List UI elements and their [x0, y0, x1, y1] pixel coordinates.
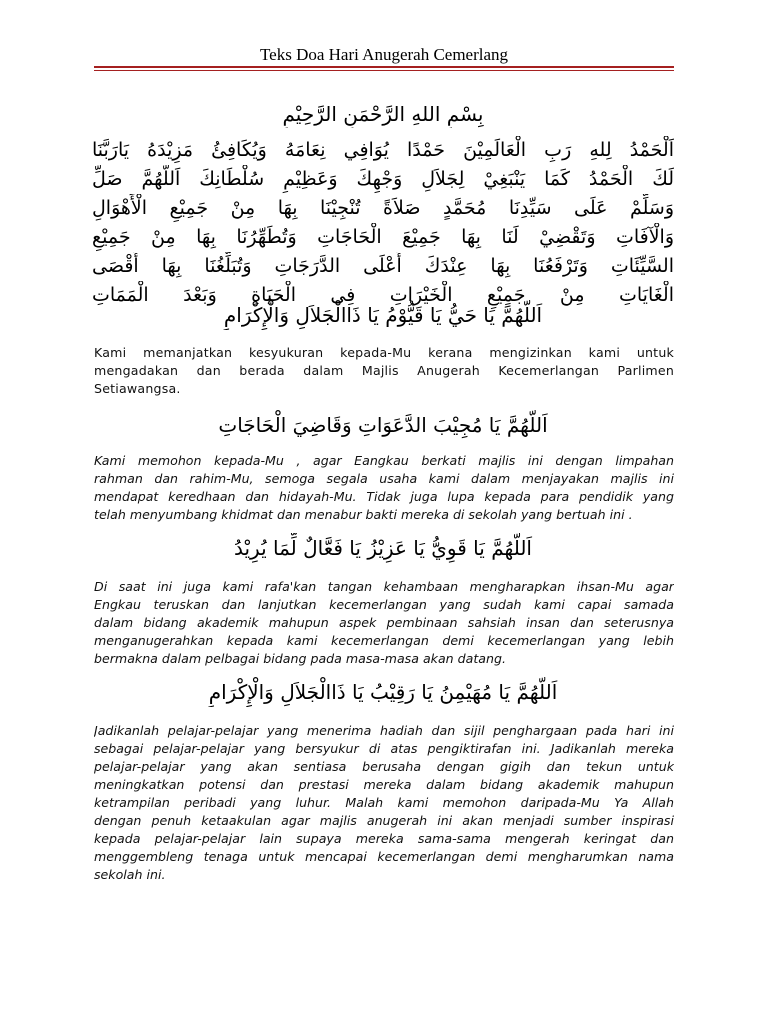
main-prayer-line: الْغَايَاتِ مِنْ جَمِيْعِ الْخَيْرَاتِ فِى الْحَيَاةِ وَبَعْدَ الْمَمَاتِ — [92, 284, 674, 306]
paragraph-line: dengan penuh ketaakulan agar majlis anugerah ini akan menjadi sumber inspirasi — [94, 813, 674, 828]
paragraph-line: Di saat ini juga kami rafa'kan tangan kehambaan mengharapkan ihsan-Mu agar — [94, 579, 674, 594]
paragraph-line: sebagai pelajar-pelajar yang bersyukur di atas pengiktirafan ini. Jadikanlah mereka — [94, 741, 674, 756]
paragraph-line: Kami memanjatkan kesyukuran kepada-Mu kerana mengizinkan kami untuk — [94, 345, 674, 360]
header-rule-top — [94, 66, 674, 68]
paragraph-line: Setiawangsa. — [94, 381, 181, 396]
invocation-heading: اَللَّهُمَّ يَا مُهَيْمِنُ يَا رَقِيْبُ يَا ذَاالْجَلاَلِ وَالْإِكْرَامِ — [208, 680, 558, 704]
paragraph-line: pelajar-pelajar yang akan sentiasa berusaha dengan gigih dan tekun untuk — [94, 759, 674, 774]
paragraph-line: mendapat keredhaan dan hidayah-Mu. Tidak juga lupa kepada para pendidik yang — [94, 489, 674, 504]
paragraph-line: Kami memohon kepada-Mu , agar Eangkau berkati majlis ini dengan limpahan — [94, 453, 674, 468]
invocation-heading: اَللَّهُمَّ يَا مُجِيْبَ الدَّعَوَاتِ وَقَاضِيَ الْحَاجَاتِ — [218, 413, 548, 437]
paragraph-line: rahman dan rahim-Mu, semoga segala usaha kami dalam menjayakan majlis ini — [94, 471, 674, 486]
paragraph-line: kepada pelajar-pelajar lain supaya mereka sama-sama mengerah keringat dan — [94, 831, 674, 846]
paragraph-line: bermakna dalam pelbagai bidang pada masa-masa akan datang. — [94, 651, 507, 666]
paragraph-line: mengadakan dan berada dalam Majlis Anugerah Kecemerlangan Parlimen — [94, 363, 674, 378]
paragraph-line: Jadikanlah pelajar-pelajar yang menerima hadiah dan sijil penghargaan pada hari ini — [94, 723, 674, 738]
paragraph-line: dalam bidang akademik mahupun aspek pembinaan sahsiah insan dan seterusnya — [94, 615, 674, 630]
header-rule-bottom — [94, 70, 674, 71]
paragraph-line: ketrampilan peribadi yang luhur. Malah kami memohon daripada-Mu Ya Allah — [94, 795, 674, 810]
paragraph-line: telah menyumbang khidmat dan menabur bakti mereka di sekolah yang bertuah ini . — [94, 507, 633, 522]
basmalah: بِسْمِ اللهِ الرَّحْمَنِ الرَّحِيْمِ — [282, 102, 484, 126]
paragraph-line: sekolah ini. — [94, 867, 166, 882]
paragraph-line: menganugerahkan kepada kami kecemerlangan demi kecemerlangan yang lebih — [94, 633, 674, 648]
main-prayer-line: وَسَلِّمْ عَلَى سَيِّدِنَا مُحَمَّدٍ صَلاَةً تُنْجِيْنَا بِهَا مِنْ جَمِيْعِ الْأَهْوَالِ — [92, 197, 674, 219]
paragraph-gratitude — [94, 344, 674, 398]
main-prayer-line: وَالْآفَاتِ وَتَقْضِيْ لَنَا بِهَا جَمِيْعَ الْحَاجَاتِ وَتُطَهِّرُنَا بِهَا مِنْ جَمِيْعِ — [92, 226, 674, 248]
paragraph-blessing — [94, 452, 674, 524]
invocation-heading: اَللَّهُمَّ يَا حَيُّ يَا قَيُّوْمُ يَا ذَاالْجَلاَلِ وَالْإِكْرَامِ — [223, 303, 543, 327]
document-title: Teks Doa Hari Anugerah Cemerlang — [259, 45, 509, 64]
invocation-heading: اَللَّهُمَّ يَا قَوِيُّ يَا عَزِيْزُ يَا فَعَّالٌ لِّمَا يُرِيْدُ — [233, 536, 532, 560]
main-prayer-line: السَّيِّئَاتِ وَتَرْفَعُنَا بِهَا عِنْدَكَ أَعْلَى الدَّرَجَاتِ وَتُبَلِّغُنَا بِهَا أَقْصَى — [92, 255, 674, 277]
main-prayer-line: اَلْحَمْدُ لِلهِ رَبِ الْعَالَمِيْنَ حَمْدًا يُوَافِي نِعَامَهُ وَيُكَافِئُ مَزِيْدَهُ يَارَبَّنَا — [92, 139, 674, 161]
paragraph-excellence — [94, 578, 674, 668]
main-prayer — [92, 136, 674, 310]
main-prayer-line: لَكَ الْحَمْدُ كَمَا يَنْبَغِيْ لِجَلاَلِ وَجْهِكَ وَعَظِيْمِ سُلْطَانِكَ اَللَّهُمَّ صَلِّ — [92, 168, 674, 190]
paragraph-students — [94, 722, 674, 884]
paragraph-line: menggembleng tenaga untuk mencapai kecemerlangan demi mengharumkan nama — [94, 849, 674, 864]
paragraph-line: meningkatkan potensi dan prestasi mereka dalam bidang akademik mahupun — [94, 777, 674, 792]
paragraph-line: Engkau teruskan dan lanjutkan kecemerlangan yang sudah kami capai samada — [94, 597, 674, 612]
